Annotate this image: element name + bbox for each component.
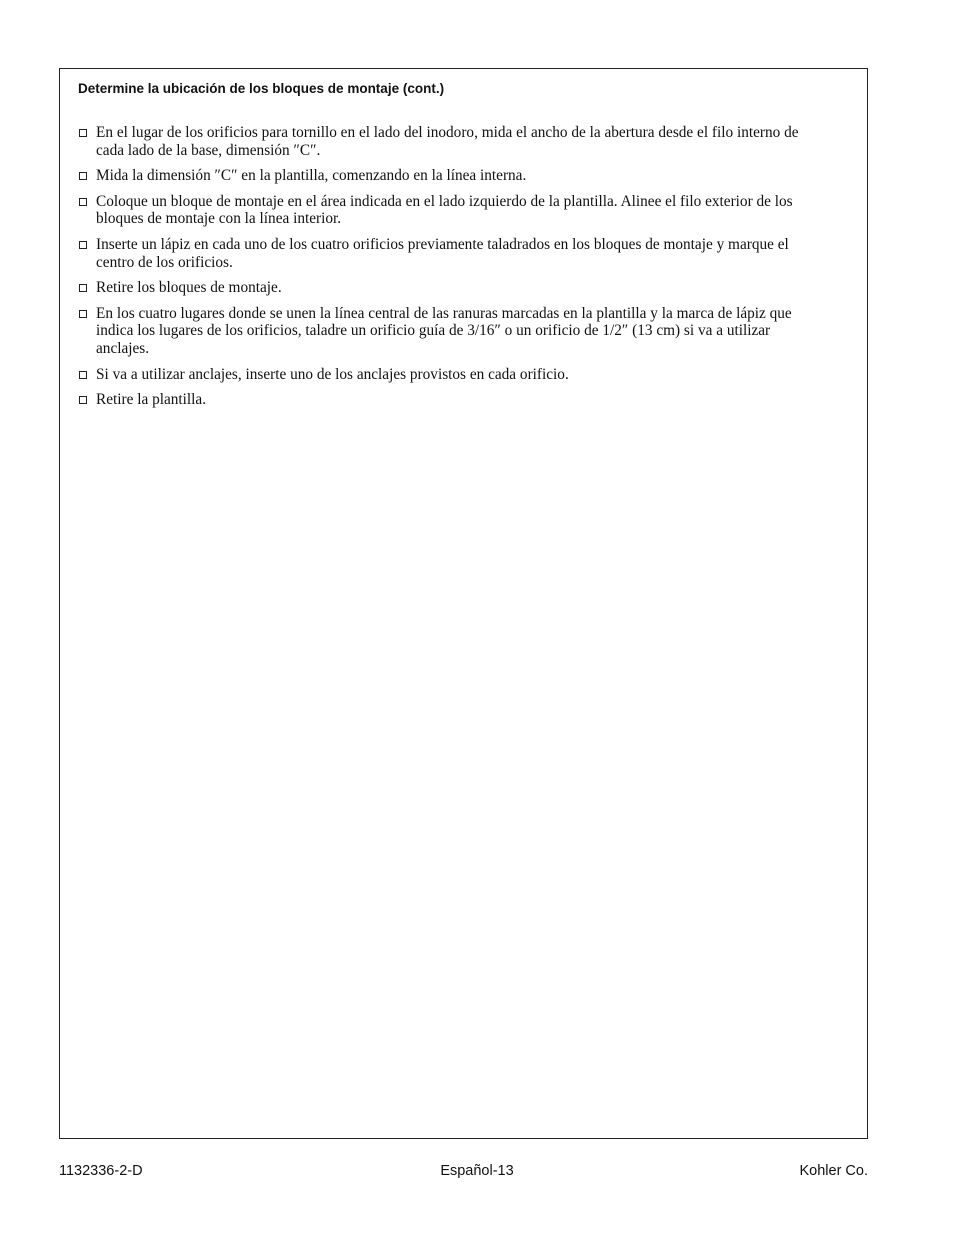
footer-doc-number: 1132336-2-D (59, 1163, 143, 1179)
checkbox-square-icon (79, 371, 87, 379)
checkbox-square-icon (79, 396, 87, 404)
step-item (78, 193, 803, 228)
step-list (78, 124, 803, 417)
step-item (78, 305, 803, 358)
step-text: Coloque un bloque de montaje en el área indicada en el lado izquierdo de la plantilla. Alinee el filo exterior de los bloques de montaje con la línea interior. (96, 192, 793, 228)
footer-company: Kohler Co. (799, 1163, 868, 1179)
checkbox-square-icon (79, 129, 87, 137)
footer-page-label: Español-13 (440, 1163, 514, 1179)
step-item (78, 236, 803, 271)
step-item (78, 124, 803, 159)
step-text: Si va a utilizar anclajes, inserte uno de los anclajes provistos en cada orificio. (96, 365, 569, 383)
step-text: Inserte un lápiz en cada uno de los cuatro orificios previamente taladrados en los bloques de montaje y marque el centro de los orificios. (96, 235, 789, 271)
step-text: Retire los bloques de montaje. (96, 279, 282, 297)
checkbox-square-icon (79, 172, 87, 180)
step-item (78, 279, 803, 297)
checkbox-square-icon (79, 284, 87, 292)
checkbox-square-icon (79, 198, 87, 206)
step-text: Retire la plantilla. (96, 391, 207, 409)
step-item (78, 391, 803, 409)
checkbox-square-icon (79, 310, 87, 318)
step-item (78, 366, 803, 384)
checkbox-square-icon (79, 241, 87, 249)
step-text: En los cuatro lugares donde se unen la línea central de las ranuras marcadas en la plantilla y la marca de lápiz que indica los lugares de los orificios, taladre un orificio guía de 3/16″ o un orificio de 1/2″ (13 cm) si va a utilizar anclajes. (96, 304, 792, 357)
section-heading: Determine la ubicación de los bloques de montaje (cont.) (78, 81, 445, 96)
step-item (78, 167, 803, 185)
step-text: Mida la dimensión ″C″ en la plantilla, comenzando en la línea interna. (96, 167, 527, 185)
step-text: En el lugar de los orificios para tornillo en el lado del inodoro, mida el ancho de la abertura desde el filo interno de cada lado de la base, dimensión ″C″. (96, 124, 799, 159)
content-frame (59, 68, 868, 1139)
